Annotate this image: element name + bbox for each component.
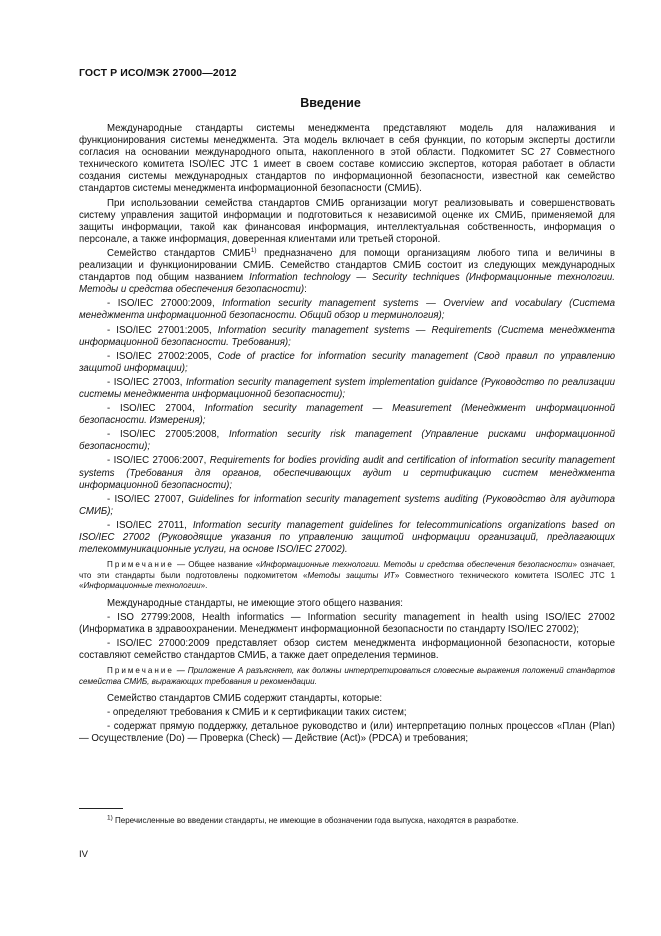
list-item: - содержат прямую поддержку, детальное руководство и (или) интерпретацию полных процессов «План (Plan) — Осуществление (Do) — Проверка (Check) — Действие (Act)» (PDCA) и требования; <box>79 721 615 745</box>
note-text-italic: Информационные технологии <box>83 581 201 591</box>
footnote-text: Перечисленные во введении стандарты, не имеющие в обозначении года выпуска, находятся в разработке. <box>112 816 519 825</box>
note-text-italic: Информационные технологии. Методы и средства обеспечения безопасности <box>260 560 573 570</box>
list-item <box>79 325 615 349</box>
list-item <box>79 429 615 453</box>
list-item <box>79 298 615 322</box>
footnote-marker: 1) <box>107 814 113 822</box>
paragraph-contents: Семейство стандартов СМИБ содержит стандарты, которые: <box>107 693 383 705</box>
note-2 <box>79 666 615 687</box>
paragraph-usage: При использовании семейства стандартов СМИБ организации могут реализовывать и совершенствовать систему управления защитой информации и подготовиться к независимой оценке их СМИБ, применяемой для защиты информации, такой как финансовая информация, интеллектуальная собственность, информация о персонале, а также информация, доверенная клиентами или третьей стороной. <box>79 197 615 245</box>
page-number: IV <box>79 849 88 860</box>
item-code: - ISO/IEC 27001:2005, <box>107 324 218 336</box>
item-title: Information security management systems — Overview and vocabulary (Система менеджмента информационной безопасности. Общий обзор и терминология); <box>79 298 616 322</box>
item-title: Code of practice for information security management (Свод правил по управлению защитой информации); <box>79 350 615 374</box>
note-1 <box>79 560 615 592</box>
item-title: Information security risk management (Управление рисками информационной безопасности); <box>79 429 615 453</box>
note-text: » означает, что эти стандарты были подготовлены подкомитетом « <box>79 560 615 580</box>
item-code: - ISO/IEC 27011, <box>107 519 193 531</box>
standards-list <box>79 298 615 556</box>
family-text-d: : <box>304 284 307 296</box>
note-text-italic: Методы защиты ИТ <box>307 570 395 580</box>
paragraph-intro: Международные стандарты системы менеджмента представляют модель для налаживания и функционирования системы менеджмента. Эта модель включает в себя функции, по которым эксперты достигли согласия на основании международного опыта, накопленного в этой области. Подкомитет SC 27 Совместного технического комитета ISO/IEC JTC 1 имеет в своем составе комиссию экспертов, которая работает в области создания системы международных стандартов по информационной безопасности, известной как семейство стандартов системы менеджмента информационной безопасности (СМИБ). <box>79 123 615 195</box>
item-code: - ISO/IEC 27005:2008, <box>107 429 229 441</box>
paragraph-family <box>79 248 615 296</box>
item-code: - ISO/IEC 27007, <box>107 493 189 505</box>
item-title: Information security management — Measurement (Менеджмент информационной безопасности. Измерения); <box>79 403 615 427</box>
footnote-divider <box>79 808 123 809</box>
note-text: ». <box>200 581 208 591</box>
item-code: - ISO/IEC 27000:2009, <box>107 298 223 310</box>
note-text-italic: — Приложение А разъясняет, как должны интерпретироваться словесные выражения положений стандартов семейства СМИБ, выражающих требования и рекомендации. <box>79 666 615 686</box>
list-item: - определяют требования к СМИБ и к сертификации таких систем; <box>107 707 407 719</box>
document-header: ГОСТ Р ИСО/МЭК 27000—2012 <box>79 67 237 79</box>
footnote <box>79 815 615 826</box>
family-text-b: предназначено для помощи организациям любого типа и величины в реализации и функционировании СМИБ. Семейство стандартов СМИБ состоит из следующих международных стандартов под общим названием <box>79 247 616 284</box>
list-item <box>79 494 615 518</box>
paragraph-other-standards: Международные стандарты, не имеющие этого общего названия: <box>107 597 403 609</box>
note-text: — Общее название « <box>173 560 261 570</box>
item-title: Information security management systems — Requirements (Система менеджмента информационной безопасности. Требования); <box>79 324 615 348</box>
note-label: Примечание <box>107 666 174 676</box>
list-item <box>79 403 615 427</box>
family-text-a: Семейство стандартов СМИБ <box>107 247 251 259</box>
list-item: - ISO 27799:2008, Health informatics — Information security management in health using ISO/IEC 27002 (Информатика в здравоохранении. Менеджмент информационной безопасности по стандарту ISO/IEC 27002); <box>79 611 615 635</box>
note-text: » Совместного технического комитета ISO/IEC JTC 1 « <box>79 570 615 591</box>
item-code: - ISO/IEC 27002:2005, <box>107 350 218 362</box>
item-code: - ISO/IEC 27006:2007, <box>107 455 210 467</box>
item-title: Requirements for bodies providing audit and certification of information security management systems (Требования для органов, обеспечивающих аудит и сертификацию систем менеджмента информационной безопасности); <box>79 455 616 491</box>
list-item <box>79 520 615 556</box>
list-item <box>79 455 615 491</box>
item-title: Information security management guidelines for telecommunications organizations based on ISO/IEC 27002 (Руководящие указания по управлению защитой информации организаций, предлагающих телекоммуникационные услуги, на основе ISO/IEC 27002). <box>79 519 615 556</box>
section-title: Введение <box>300 96 361 110</box>
list-item <box>79 377 615 401</box>
item-title: Guidelines for information security management systems auditing (Руководство для аудитора СМИБ); <box>79 493 615 517</box>
item-code: - ISO/IEC 27003, <box>107 376 186 388</box>
document-body <box>79 123 615 748</box>
family-title: Information technology — Security techniques (Информационные технологии. Методы и средства обеспечения безопасности) <box>79 272 615 296</box>
footnote-ref: 1) <box>250 246 257 254</box>
item-code: - ISO/IEC 27004, <box>107 403 205 415</box>
list-item: - ISO/IEC 27000:2009 представляет обзор систем менеджмента информационной безопасности, которые составляют семейство стандартов СМИБ, а также дает определения терминов. <box>79 637 615 662</box>
note-label: Примечание <box>107 560 174 570</box>
list-item <box>79 351 615 375</box>
item-title: Information security management system implementation guidance (Руководство по реализации системы менеджмента информационной безопасности); <box>79 376 615 400</box>
